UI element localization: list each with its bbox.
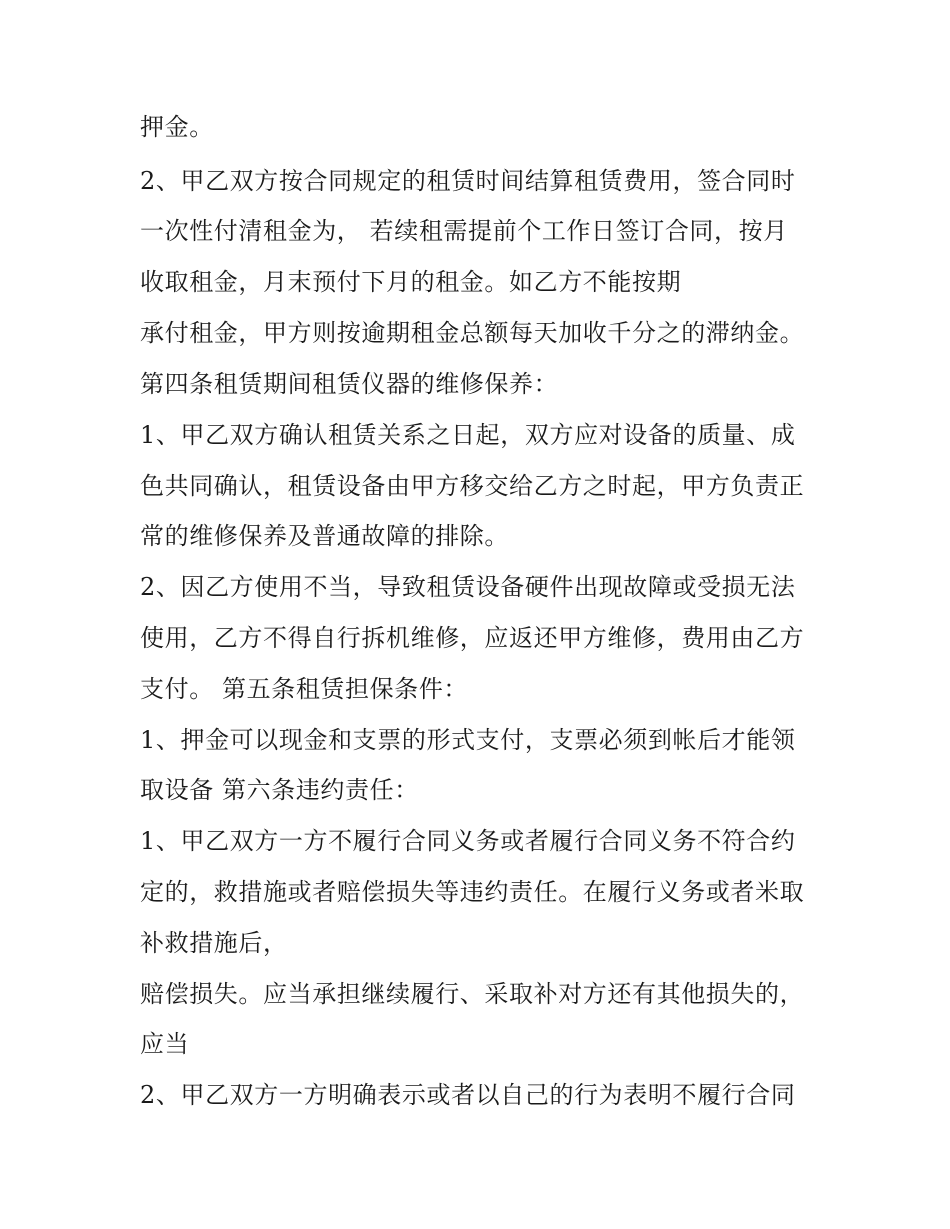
text-line: 应当	[140, 1030, 190, 1058]
text-line: 2、因乙方使用不当，导致租赁设备硬件出现故障或受损无法	[140, 573, 796, 601]
text-line: 定的，救措施或者赔偿损失等违约责任。在履行义务或者米取	[140, 878, 805, 906]
text-line: 押金。	[140, 113, 214, 141]
text-line: 使用，乙方不得自行拆机维修，应返还甲方维修，费用由乙方	[140, 624, 805, 652]
text-line: 一次性付清租金为， 若续租需提前个工作日签订合同，按月	[140, 217, 788, 245]
text-line: 补救措施后，	[140, 929, 288, 957]
section-heading: 第四条租赁期间租赁仪器的维修保养：	[140, 370, 559, 398]
text-line: 色共同确认，租赁设备由甲方移交给乙方之时起，甲方负责正	[140, 472, 805, 500]
text-line: 赔偿损失。应当承担继续履行、采取补对方还有其他损失的，	[140, 980, 805, 1008]
text-line: 常的维修保养及普通故障的排除。	[140, 522, 509, 550]
text-line: 1、甲乙双方一方不履行合同义务或者履行合同义务不符合约	[140, 827, 796, 855]
text-line: 支付。 第五条租赁担保条件：	[140, 675, 469, 703]
text-line: 承付租金，甲方则按逾期租金总额每天加收千分之的滞纳金。	[140, 319, 805, 347]
text-line: 2、甲乙双方一方明确表示或者以自己的行为表明不履行合同	[140, 1081, 796, 1109]
text-line: 收取租金，月末预付下月的租金。如乙方不能按期	[140, 268, 682, 296]
text-line: 取设备 第六条违约责任：	[140, 776, 419, 804]
text-line: 1、甲乙双方确认租赁关系之日起，双方应对设备的质量、成	[140, 421, 796, 449]
text-line: 1、押金可以现金和支票的形式支付，支票必须到帐后才能领	[140, 726, 796, 754]
text-line: 2、甲乙双方按合同规定的租赁时间结算租赁费用，签合同时	[140, 167, 796, 195]
